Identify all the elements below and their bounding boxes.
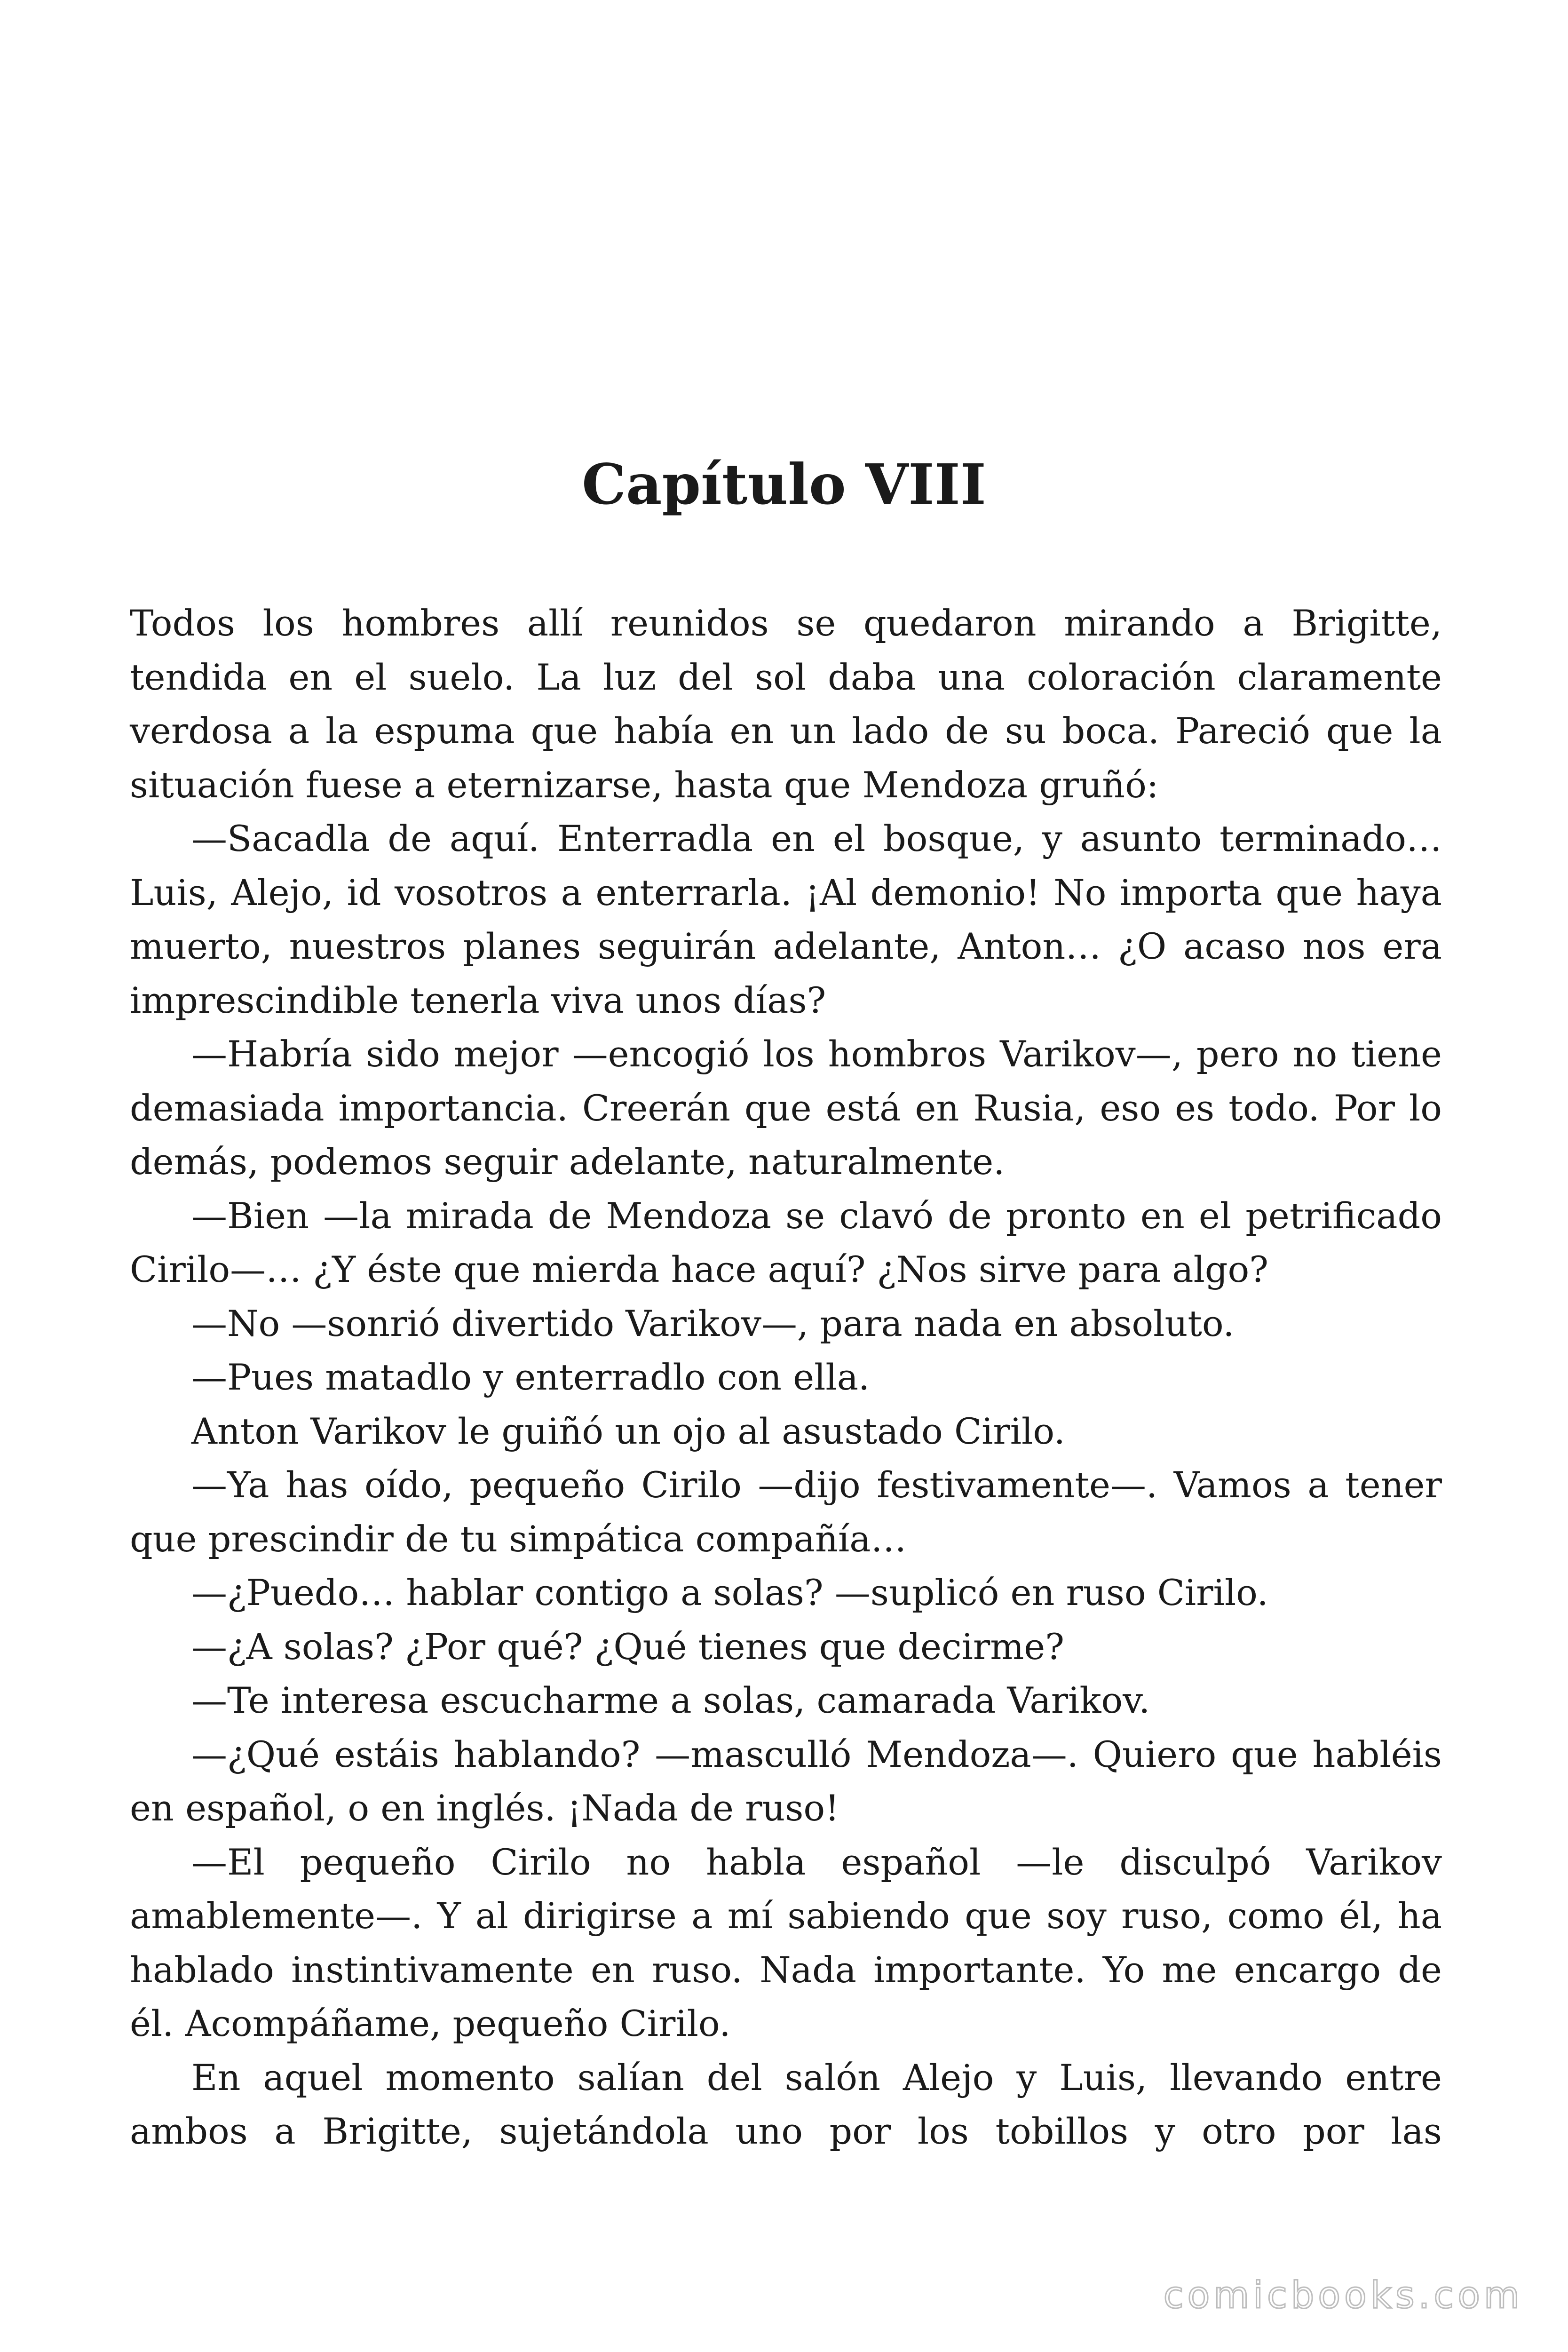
paragraph: Todos los hombres allí reunidos se quedaron mirando a Brigitte, tendida en el suelo. La luz del sol daba una coloración claramente verdosa a la espuma que había en un lado de su boca. Pareció que la situación fuese a eternizarse, hasta que Mendoza gruñó:: [130, 602, 1442, 806]
paragraph: —¿Qué estáis hablando? —masculló Mendoza—. Quiero que habléis en español, o en inglés. ¡Nada de ruso!: [130, 1733, 1442, 1829]
paragraph: —Sacadla de aquí. Enterradla en el bosque, y asunto terminado… Luis, Alejo, id vosotros a enterrarla. ¡Al demonio! No importa que haya muerto, nuestros planes seguirán adelante, Anton… ¿O acaso nos era imprescindible tenerla viva unos días?: [130, 818, 1442, 1021]
paragraph: —Te interesa escucharme a solas, camarada Varikov.: [191, 1679, 1150, 1721]
paragraph: —Habría sido mejor —encogió los hombros Varikov—, pero no tiene demasiada importancia. Creerán que está en Rusia, eso es todo. Por lo demás, podemos seguir adelante, naturalmente.: [130, 1033, 1442, 1183]
chapter-title: Capítulo VIII: [582, 452, 986, 517]
paragraph: —Bien —la mirada de Mendoza se clavó de pronto en el petrificado Cirilo—… ¿Y éste que mierda hace aquí? ¿Nos sirve para algo?: [130, 1194, 1442, 1290]
paragraph: —Pues matadlo y enterradlo con ella.: [191, 1356, 870, 1398]
paragraph: —Ya has oído, pequeño Cirilo —dijo festivamente—. Vamos a tener que prescindir de tu simpática compañía…: [130, 1464, 1442, 1560]
paragraph: —El pequeño Cirilo no habla español —le disculpó Varikov amablemente—. Y al dirigirse a mí sabiendo que soy ruso, como él, ha hablado instintivamente en ruso. Nada importante. Yo me encargo de él. Acompáñame, pequeño Cirilo.: [130, 1841, 1442, 2044]
chapter-body: [130, 596, 1442, 2159]
paragraph: —No —sonrió divertido Varikov—, para nada en absoluto.: [191, 1302, 1235, 1344]
paragraph: —¿Puedo… hablar contigo a solas? —suplicó en ruso Cirilo.: [191, 1572, 1268, 1613]
paragraph: Anton Varikov le guiñó un ojo al asustado Cirilo.: [191, 1410, 1065, 1452]
watermark: comicbooks.com: [1163, 2274, 1523, 2317]
paragraph: —¿A solas? ¿Por qué? ¿Qué tienes que decirme?: [191, 1625, 1064, 1668]
paragraph: En aquel momento salían del salón Alejo y Luis, llevando entre ambos a Brigitte, sujetándola uno por los tobillos y otro por las: [130, 2056, 1442, 2152]
